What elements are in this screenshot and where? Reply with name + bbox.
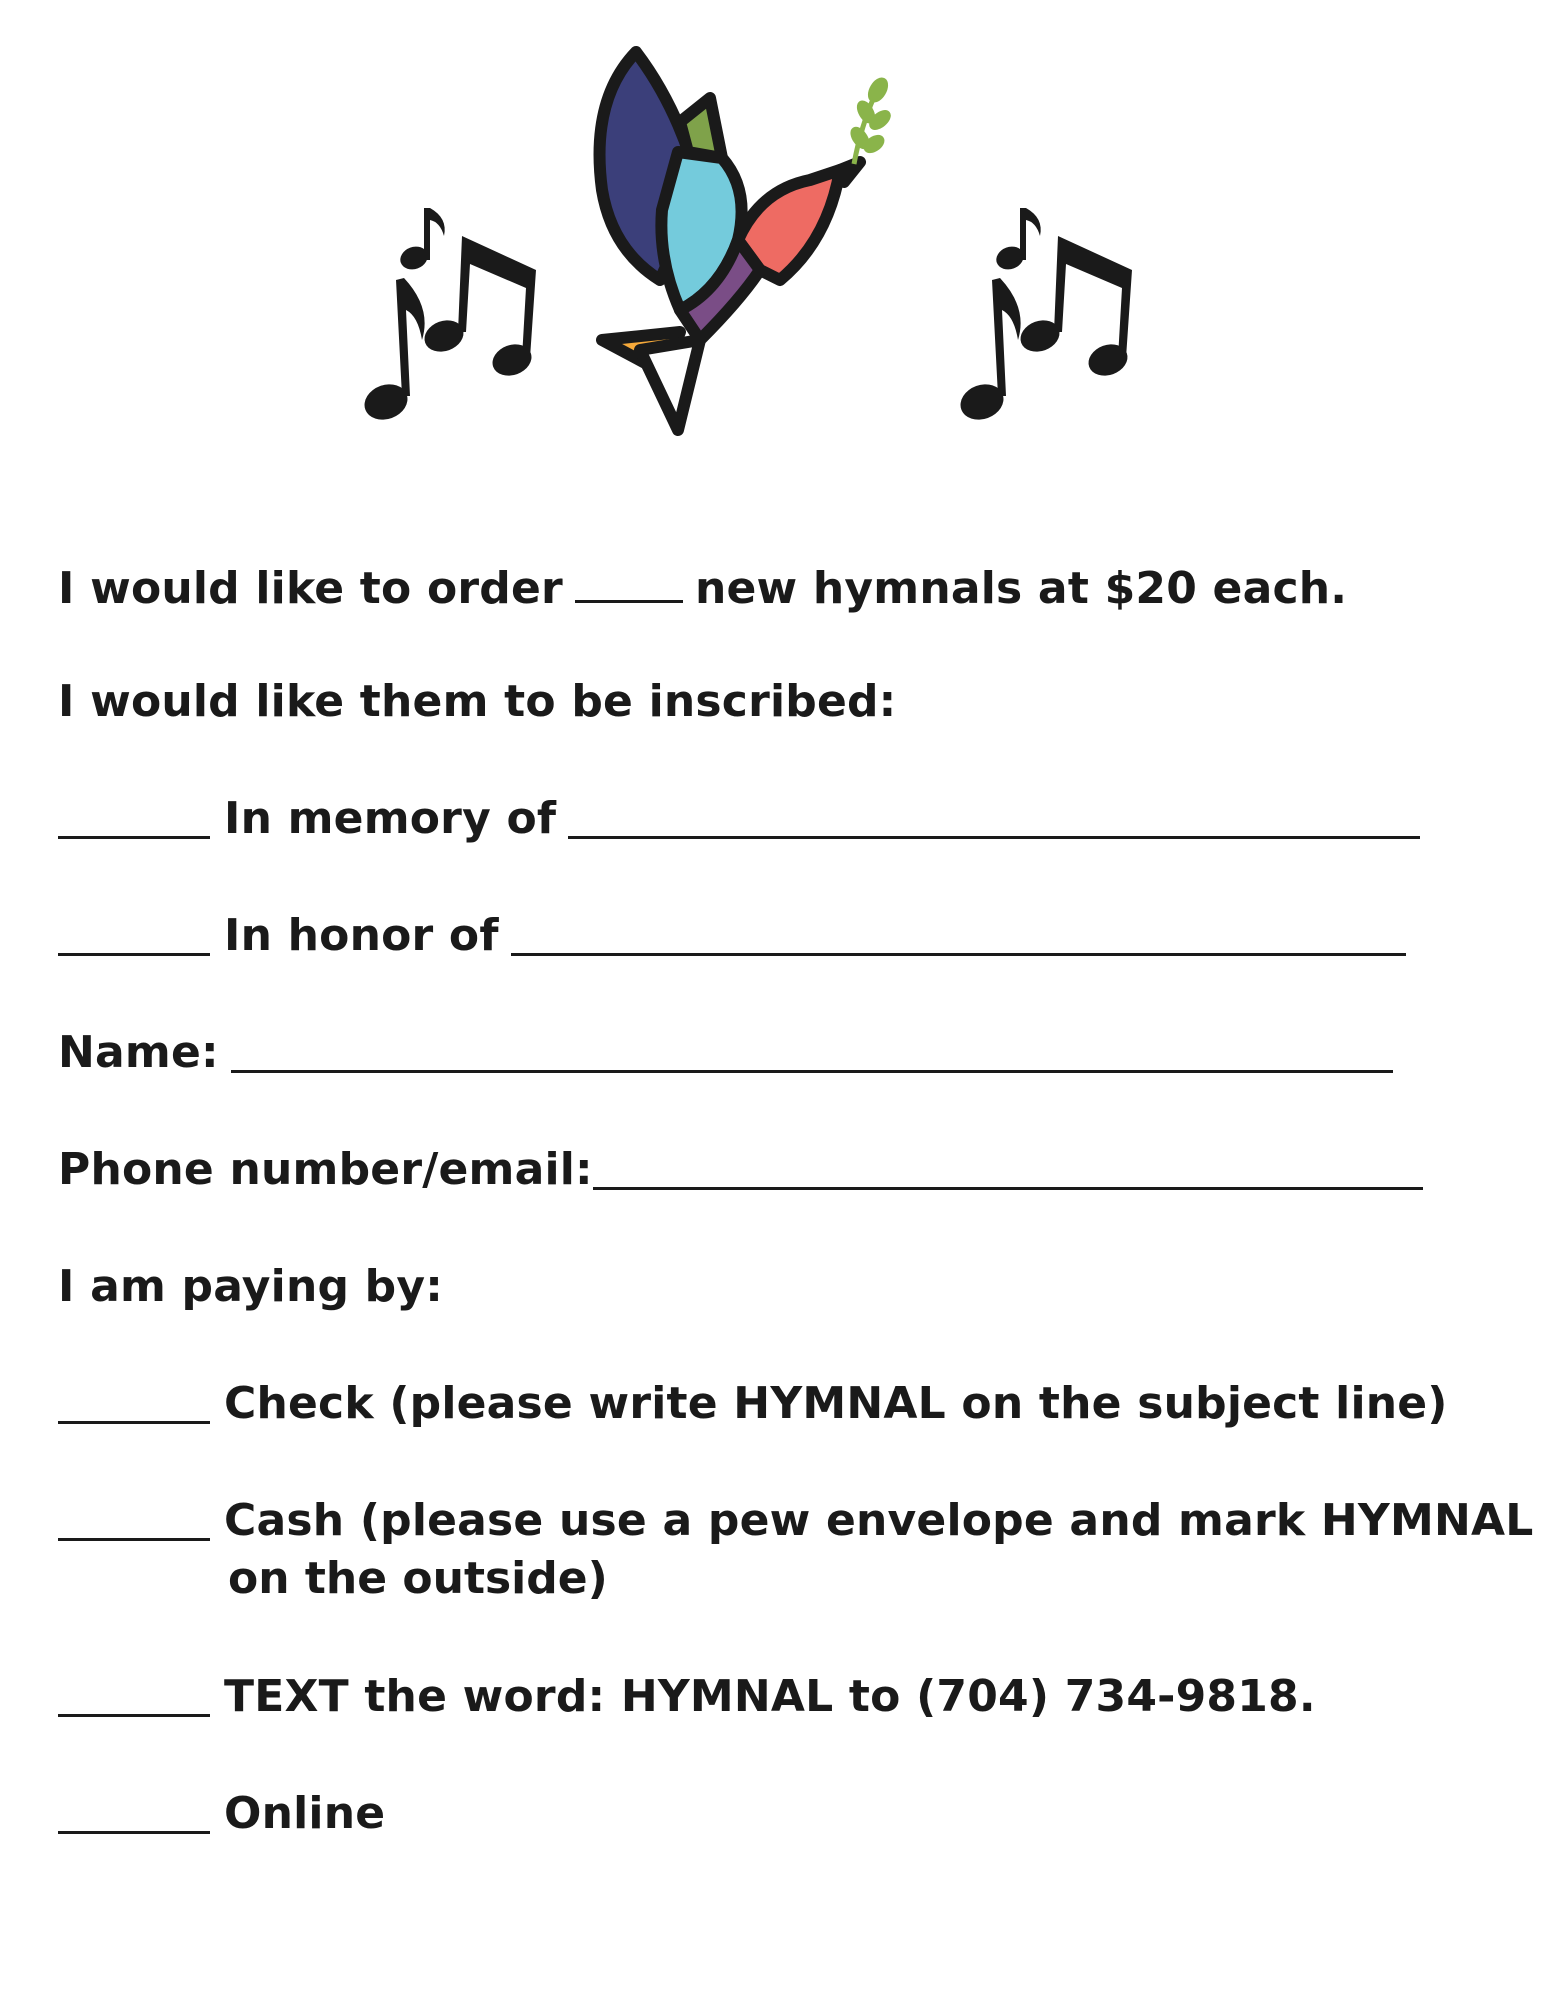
olive-branch-icon xyxy=(850,77,891,164)
payment-cash-label: Cash (please use a pew envelope and mark HYMNAL xyxy=(224,1495,1534,1546)
payment-online-line xyxy=(58,1785,385,1843)
payment-check-label: Check (please write HYMNAL on the subject line) xyxy=(224,1378,1448,1429)
hymnal-quantity-blank[interactable] xyxy=(575,556,683,603)
in-memory-select-blank[interactable] xyxy=(58,792,210,839)
name-line xyxy=(58,1024,1393,1082)
payment-cash-blank[interactable] xyxy=(58,1494,210,1541)
in-honor-label: In honor of xyxy=(224,910,499,961)
payment-check-blank[interactable] xyxy=(58,1377,210,1424)
payment-cash-continuation xyxy=(228,1550,608,1608)
payment-text-blank[interactable] xyxy=(58,1670,210,1717)
phone-email-line xyxy=(58,1141,1423,1199)
payment-cash-line xyxy=(58,1492,1533,1550)
payment-cash-label-line2: on the outside) xyxy=(228,1553,608,1604)
inscription-heading xyxy=(58,673,896,731)
phone-email-blank[interactable] xyxy=(593,1143,1423,1190)
payment-text-line xyxy=(58,1668,1316,1726)
dove-with-music-notes xyxy=(340,40,1200,440)
payment-heading-text: I am paying by: xyxy=(58,1261,444,1312)
inscription-heading-text: I would like them to be inscribed: xyxy=(58,676,897,727)
in-honor-select-blank[interactable] xyxy=(58,909,210,956)
payment-online-label: Online xyxy=(224,1788,386,1839)
in-memory-label: In memory of xyxy=(224,793,557,844)
order-suffix: new hymnals at $20 each. xyxy=(694,563,1348,614)
payment-check-line xyxy=(58,1375,1448,1433)
dove-icon xyxy=(600,52,860,430)
phone-email-label: Phone number/email: xyxy=(58,1144,593,1195)
left-music-notes-icon xyxy=(360,208,536,425)
payment-heading xyxy=(58,1258,443,1316)
in-memory-name-blank[interactable] xyxy=(568,792,1420,839)
in-honor-line xyxy=(58,907,1406,965)
in-honor-name-blank[interactable] xyxy=(511,909,1406,956)
payment-online-blank[interactable] xyxy=(58,1787,210,1834)
right-music-notes-icon xyxy=(956,208,1132,425)
payment-text-label: TEXT the word: HYMNAL to (704) 734-9818. xyxy=(224,1671,1316,1722)
in-memory-line xyxy=(58,790,1420,848)
order-prefix: I would like to order xyxy=(58,563,563,614)
header-artwork xyxy=(340,40,1200,440)
name-label: Name: xyxy=(58,1027,219,1078)
name-blank[interactable] xyxy=(231,1026,1393,1073)
order-quantity-line xyxy=(58,556,1347,618)
